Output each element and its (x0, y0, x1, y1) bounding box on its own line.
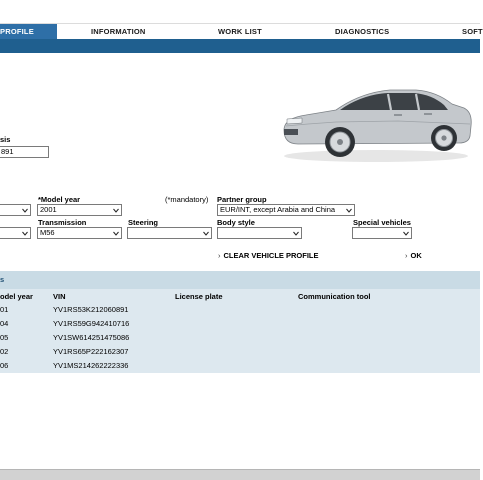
cell-vin: YV1MS214262222336 (53, 361, 129, 370)
tab-software-label: SOFT (462, 27, 483, 36)
chevron-right-icon: › (405, 251, 408, 260)
table-row[interactable] (0, 345, 480, 359)
tab-diagnostics-label: DIAGNOSTICS (335, 27, 390, 36)
ok-label: OK (410, 251, 422, 260)
chevron-down-icon (113, 231, 119, 236)
body-style-label: Body style (217, 218, 255, 227)
clear-vehicle-profile-button[interactable] (218, 251, 319, 260)
cell-model-year: 05 (0, 333, 9, 342)
cell-vin: YV1SW614251475086 (53, 333, 130, 342)
tab-software[interactable] (462, 24, 483, 39)
tab-diagnostics[interactable] (335, 24, 389, 39)
table-row[interactable] (0, 331, 480, 345)
special-vehicles-select[interactable] (352, 227, 412, 239)
cell-vin: YV1RS53K212060891 (53, 305, 129, 314)
chevron-down-icon (113, 208, 119, 213)
partner-group-select[interactable] (217, 204, 355, 216)
chevron-right-icon: › (218, 251, 221, 260)
column-header-license-plate[interactable]: License plate (175, 292, 223, 301)
engine-select[interactable] (0, 227, 31, 239)
transmission-value: M56 (40, 228, 55, 237)
model-select[interactable] (0, 204, 31, 216)
main-tabs (0, 24, 483, 39)
vehicles-table (0, 289, 480, 373)
chevron-down-icon (346, 208, 352, 213)
bottom-bar (0, 469, 480, 480)
column-header-vin[interactable]: VIN (53, 292, 66, 301)
cell-model-year: 06 (0, 361, 9, 370)
vehicles-table-header (0, 271, 480, 289)
cell-model-year: 01 (0, 305, 9, 314)
steering-select[interactable] (127, 227, 212, 239)
chassis-label: sis (0, 135, 11, 144)
cell-model-year: 02 (0, 347, 9, 356)
steering-label: Steering (128, 218, 159, 227)
cell-vin: YV1RS59G942410716 (53, 319, 130, 328)
tab-information[interactable] (91, 24, 146, 39)
chassis-input[interactable] (0, 146, 49, 158)
model-year-select[interactable] (37, 204, 122, 216)
chevron-down-icon (22, 231, 28, 236)
model-year-label: *Model year (38, 195, 81, 204)
chevron-down-icon (403, 231, 409, 236)
transmission-label: Transmission (38, 218, 87, 227)
table-row[interactable] (0, 303, 480, 317)
chevron-down-icon (22, 208, 28, 213)
chassis-input-value: 891 (1, 147, 14, 156)
tab-work-list-label: WORK LIST (218, 27, 262, 36)
mandatory-note: (*mandatory) (165, 195, 209, 204)
tab-profile[interactable] (0, 24, 57, 39)
partner-group-value: EUR/INT, except Arabia and China (220, 205, 336, 214)
clear-vehicle-profile-label: CLEAR VEHICLE PROFILE (223, 251, 319, 260)
column-header-communication-tool[interactable]: Communication tool (298, 292, 371, 301)
ok-button[interactable] (405, 251, 422, 260)
tab-work-list[interactable] (218, 24, 262, 39)
cell-model-year: 04 (0, 319, 9, 328)
body-style-select[interactable] (217, 227, 302, 239)
model-year-value: 2001 (40, 205, 57, 214)
cell-vin: YV1RS65P222162307 (53, 347, 129, 356)
column-header-model-year[interactable]: odel year (0, 292, 33, 301)
transmission-select[interactable] (37, 227, 122, 239)
table-row[interactable] (0, 317, 480, 331)
chevron-down-icon (293, 231, 299, 236)
tab-information-label: INFORMATION (91, 27, 146, 36)
top-bar (0, 0, 480, 24)
partner-group-label: Partner group (217, 195, 267, 204)
table-row[interactable] (0, 359, 480, 373)
chevron-down-icon (203, 231, 209, 236)
tab-profile-label: PROFILE (0, 27, 34, 36)
header-band (0, 39, 480, 53)
car-image (278, 86, 474, 164)
special-vehicles-label: Special vehicles (353, 218, 411, 227)
vehicles-table-title: s (0, 275, 5, 284)
